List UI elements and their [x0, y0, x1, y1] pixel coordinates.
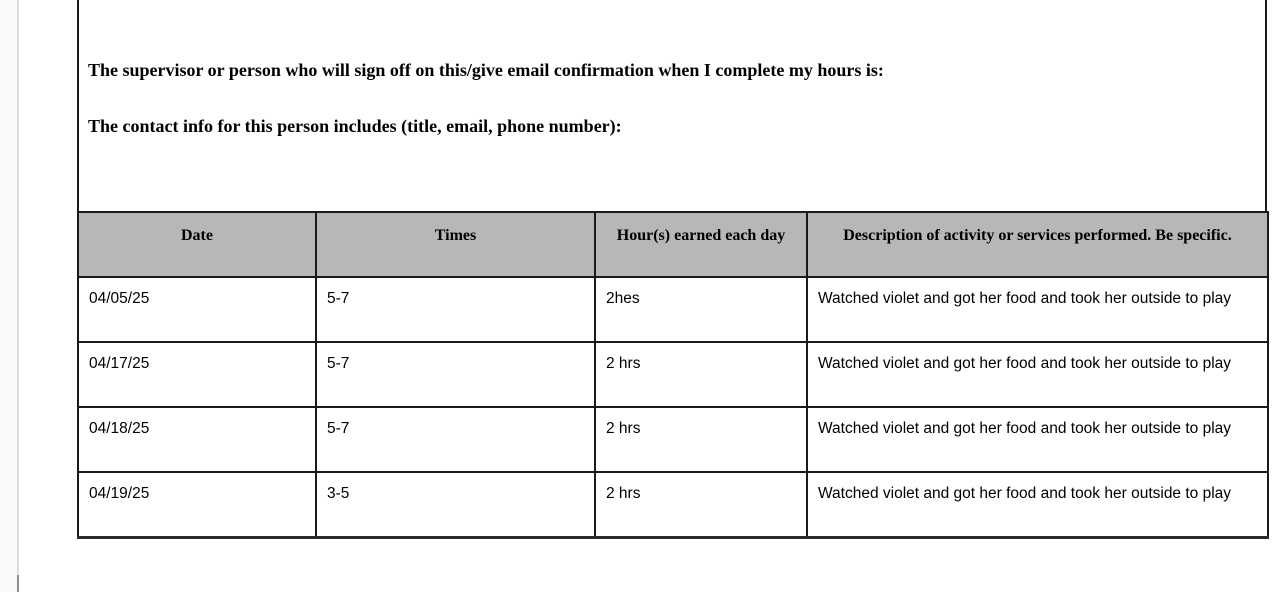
times-cell[interactable]: 5-7 — [316, 277, 595, 342]
description-cell[interactable]: Watched violet and got her food and took her outside to play — [807, 407, 1268, 472]
times-cell[interactable]: 5-7 — [316, 342, 595, 407]
header-cell-description: Description of activity or services performed. Be specific. — [807, 212, 1268, 277]
supervisor-label: The supervisor or person who will sign off on this/give email confirmation when I complete my hours is: — [88, 60, 884, 80]
table-row — [78, 407, 1268, 472]
table-row — [78, 342, 1268, 407]
hours-cell[interactable]: 2hes — [595, 277, 807, 342]
description-cell[interactable]: Watched violet and got her food and took her outside to play — [807, 472, 1268, 537]
header-cell-date: Date — [78, 212, 316, 277]
header-cell-times: Times — [316, 212, 595, 277]
date-cell[interactable]: 04/18/25 — [78, 407, 316, 472]
contact-info-label: The contact info for this person includes (title, email, phone number): — [88, 116, 622, 136]
date-cell[interactable]: 04/17/25 — [78, 342, 316, 407]
date-cell[interactable]: 04/19/25 — [78, 472, 316, 537]
description-cell[interactable]: Watched violet and got her food and took her outside to play — [807, 342, 1268, 407]
times-cell[interactable]: 5-7 — [316, 407, 595, 472]
table-row — [78, 472, 1268, 537]
header-cell-hours: Hour(s) earned each day — [595, 212, 807, 277]
times-cell[interactable]: 3-5 — [316, 472, 595, 537]
table-header-row — [78, 212, 1268, 277]
side-panel-strip — [0, 0, 17, 592]
panel-divider — [17, 0, 19, 592]
timesheet-table — [77, 211, 1269, 539]
scrollbar-thumb[interactable] — [17, 575, 19, 592]
description-cell[interactable]: Watched violet and got her food and took her outside to play — [807, 277, 1268, 342]
table-row — [78, 277, 1268, 342]
hours-cell[interactable]: 2 hrs — [595, 472, 807, 537]
hours-cell[interactable]: 2 hrs — [595, 407, 807, 472]
date-cell[interactable]: 04/05/25 — [78, 277, 316, 342]
hours-cell[interactable]: 2 hrs — [595, 342, 807, 407]
